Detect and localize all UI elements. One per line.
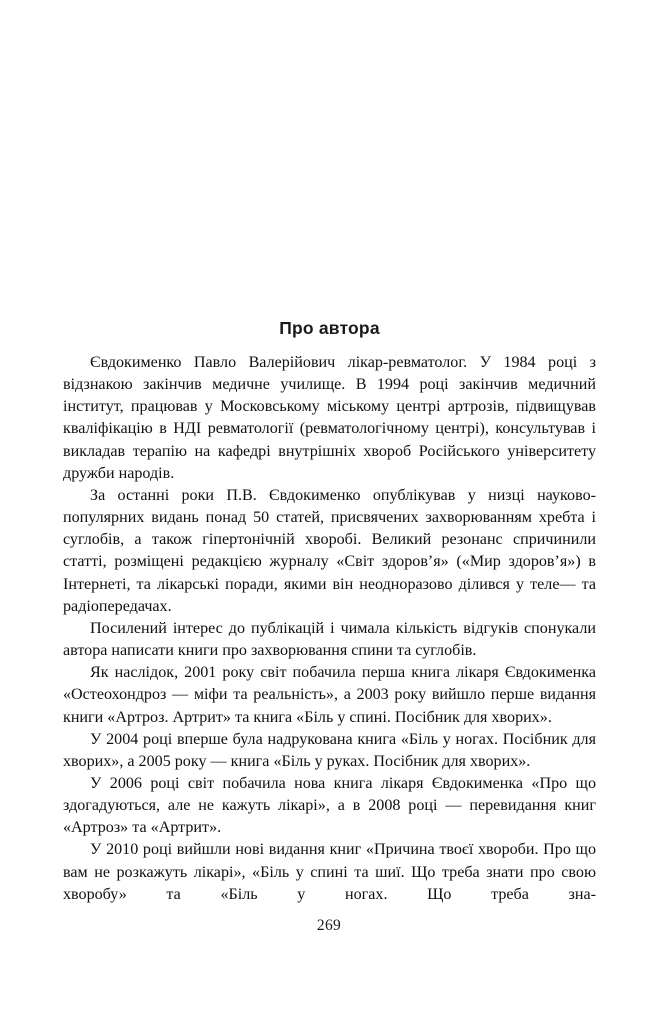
paragraph-6: У 2006 році світ побачила нова книга лікаря Євдокименка «Про що здогадуються, але не кажуть лікарі», а в 2008 році — перевидання книг «Артроз» та «Артрит». xyxy=(63,774,596,837)
paragraph-3: Посилений інтерес до публікацій і чимала кількість відгуків спонукали автора написати книги про захворювання спини та суглобів. xyxy=(63,619,596,660)
paragraph-1: Євдокименко Павло Валерійович лікар-ревматолог. У 1984 році з відзнакою закінчив медичне училище. В 1994 році закінчив медичний інститут, працював у Московському міському центрі артрозів, підвищував кваліфікацію в НДІ ревматології (ревматологічному центрі), консультував і викладав терапію на кафедрі внутрішніх хвороб Російського університету дружби народів. xyxy=(63,354,596,482)
paragraph-2: За останні роки П.В. Євдокименко опублікував у низці науково-популярних видань понад 50 статей, присвячених захворюванням хребта і суглобів, а також гіпертонічній хворобі. Великий резонанс спричинили статті, розміщені редакцією журналу «Світ здоров’я» («Мир здоров’я») в Інтернеті, та лікарські поради, якими він неодноразово ділився у теле— та радіопередачах. xyxy=(63,486,596,615)
page-content xyxy=(63,318,596,906)
page-title: Про автора xyxy=(279,318,380,338)
body-text-container xyxy=(63,352,596,906)
paragraph-7: У 2010 році вийшли нові видання книг «Причина твоєї хвороби. Про що вам не розкажуть лікарі», «Біль у спині та шиї. Що треба знати про свою хворобу» та «Біль у ногах. Що треба зна- xyxy=(63,841,596,903)
page-number: 269 xyxy=(316,917,342,934)
paragraph-5: У 2004 році вперше була надрукована книга «Біль у ногах. Посібник для хворих», а 2005 року — книга «Біль у руках. Посібник для хворих». xyxy=(63,730,596,770)
paragraph-4: Як наслідок, 2001 року світ побачила перша книга лікаря Євдокименка «Остеохондроз — міфи та реальність», а 2003 року вийшло перше видання книги «Артроз. Артрит» та книга «Біль у спині. Посібник для хворих». xyxy=(63,664,596,726)
